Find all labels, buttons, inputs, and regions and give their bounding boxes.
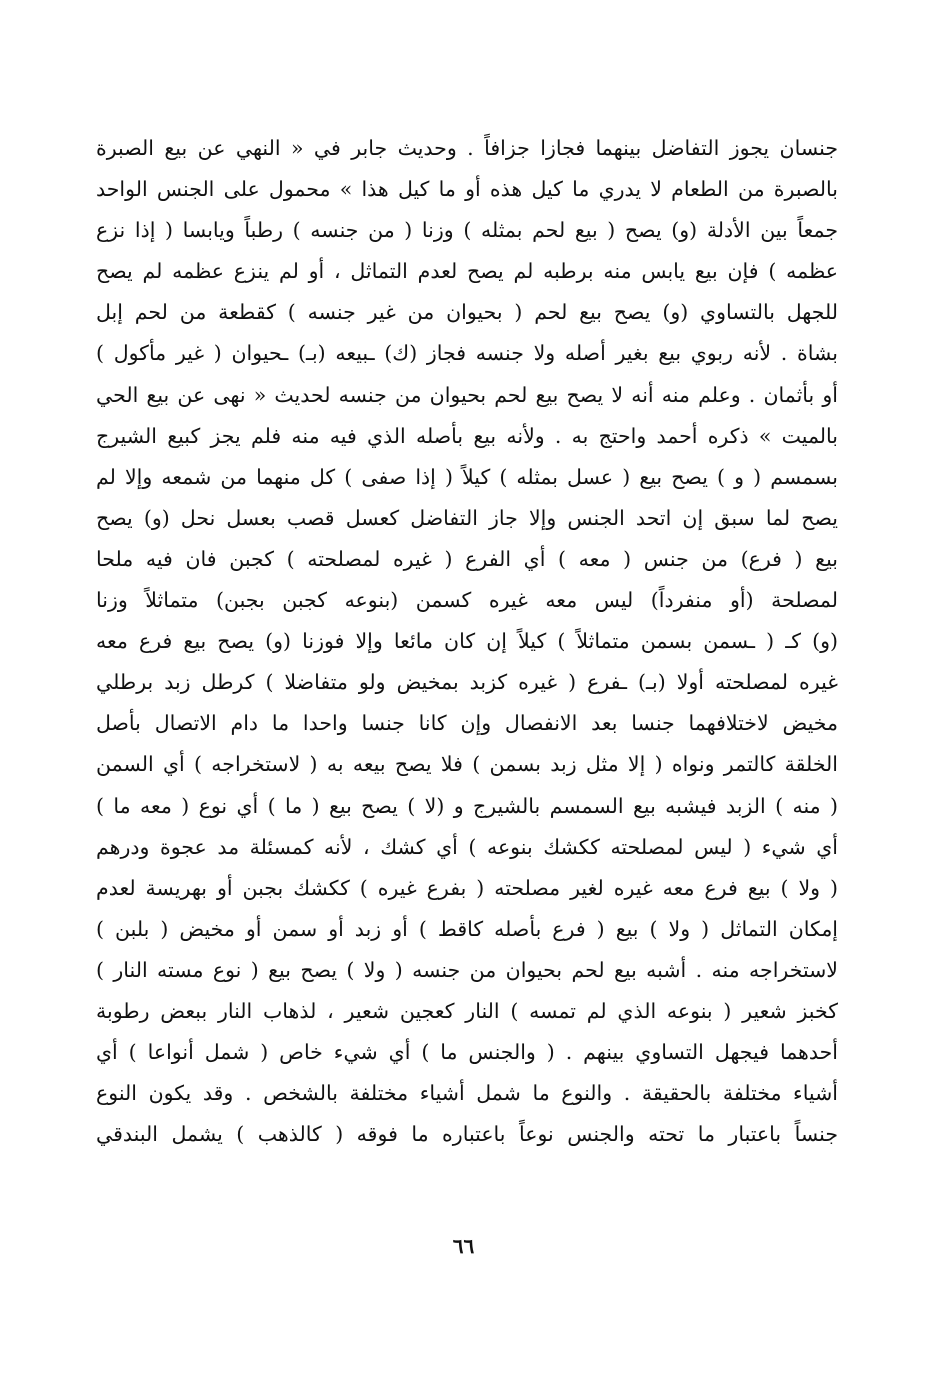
text-line-6: بشاة . لأنه ربوي بيع بغير أصله ولا جنسه فجاز (ك) ـبيعه (بـ) ـحيوان ( غير مأكول ) bbox=[96, 341, 838, 366]
text-line-17: ( منه ) الزبد فيشبه بيع السمسم بالشيرج و (لا ) يصح بيع ( ما ) أي نوع ( معه ما ) bbox=[96, 793, 838, 818]
text-line-7: أو بأثمان . وعلم منه أنه لا يصح بيع لحم بحيوان من جنسه لحديث « نهى عن بيع الحي bbox=[96, 382, 838, 407]
body-text bbox=[96, 128, 838, 1155]
text-line-18: أي شيء ( ليس لمصلحته ككشك بنوعه ) أي كشك ، لأنه كمسئلة مد عجوة ودرهم bbox=[96, 834, 838, 859]
text-line-10: يصح لما سبق إن اتحد الجنس وإلا جاز التفاضل كعسل قصب بعسل نحل (و) يصح bbox=[96, 505, 838, 530]
text-line-12: لمصلحة (أو منفرداً) ليس معه غيره كسمن (بنوعه كجبن بجبن) متماثلاً وزنا bbox=[96, 588, 838, 613]
text-line-25: جنساً باعتبار ما تحته والجنس نوعاً باعتباره ما فوقه ( كالذهب ) يشمل البندقي bbox=[96, 1122, 838, 1147]
text-line-15: مخيض لاختلافهما جنسا بعد الانفصال وإن كانا جنسا واحدا ما دام الاتصال بأصل bbox=[96, 711, 838, 736]
text-line-9: بسمسم ( و ) يصح بيع ( عسل بمثله ) كيلاً ( إذا صفى ) كل منهما من شمعه وإلا لم bbox=[96, 464, 838, 489]
text-line-21: لاستخراجه منه . أشبه بيع لحم بحيوان من جنسه ( ولا ) يصح بيع ( نوع مسته النار ) bbox=[96, 957, 838, 982]
text-line-5: للجهل بالتساوي (و) يصح بيع لحم ( بحيوان من غير جنسه ) كقطعة من لحم إبل bbox=[96, 300, 838, 325]
text-line-23: أحدهما فيجهل التساوي بينهم . ( والجنس ما ) أي شيء خاص ( شمل أنواعا ) أي bbox=[96, 1040, 838, 1065]
text-line-2: بالصبرة من الطعام لا يدري ما كيل هذه أو ما كيل هذا » محمول على الجنس الواحد bbox=[96, 177, 838, 202]
text-line-8: بالميت » ذكره أحمد واحتج به . ولأنه بيع بأصله الذي فيه منه فلم يجز كبيع الشيرج bbox=[96, 423, 838, 448]
text-line-16: الخلقة كالتمر ونواه ( إلا مثل زبد بسمن ) فلا يصح بيعه به ( لاستخراجه ) أي السمن bbox=[96, 752, 838, 777]
text-line-19: ( ولا ) بيع فرع معه غيره لغير مصلحته ( بفرع غيره ) ككشك بجبن أو بهريسة لعدم bbox=[96, 875, 838, 900]
text-line-14: غيره لمصلحته أولا (بـ) ـفرع ( غيره كزبد بمخيض ولو متفاضلا ) كرطل زبد برطلي bbox=[96, 670, 838, 695]
text-line-13: (و) كـ ( ـسمن بسمن متماثلاً ) كيلاً إن كان مائعا وإلا فوزنا (و) يصح بيع فرع معه bbox=[96, 629, 838, 654]
text-line-20: إمكان التماثل ( ولا ) بيع ( فرع بأصله كاقط ) أو زبد أو سمن أو مخيض ( بلبن ) bbox=[96, 916, 838, 941]
text-line-3: جمعاً بين الأدلة (و) يصح ( بيع لحم بمثله ) وزنا ( من جنسه ) رطباً ويابسا ( إذا نزع bbox=[96, 218, 838, 243]
text-line-11: بيع ( فرع) من جنس ( معه ) أي الفرع ( غيره لمصلحته ) كجبن فان فيه ملحا bbox=[96, 546, 838, 571]
page-number: ٦٦ bbox=[452, 1234, 475, 1258]
text-line-24: أشياء مختلفة بالحقيقة . والنوع ما شمل أشياء مختلفة بالشخص . وقد يكون النوع bbox=[96, 1081, 838, 1106]
text-line-1: جنسان يجوز التفاضل بينهما فجازا جزافاً . وحديث جابر في « النهي عن بيع الصبرة bbox=[96, 136, 838, 160]
text-line-4: عظمه ) فإن بيع يابس منه برطبه لم يصح لعدم التماثل ، أو لم ينزع عظمه لم يصح bbox=[96, 259, 838, 284]
text-line-22: كخبز شعير ( بنوعه الذي لم تمسه ) النار كعجين شعير ، لذهاب النار ببعض رطوبة bbox=[96, 998, 838, 1023]
